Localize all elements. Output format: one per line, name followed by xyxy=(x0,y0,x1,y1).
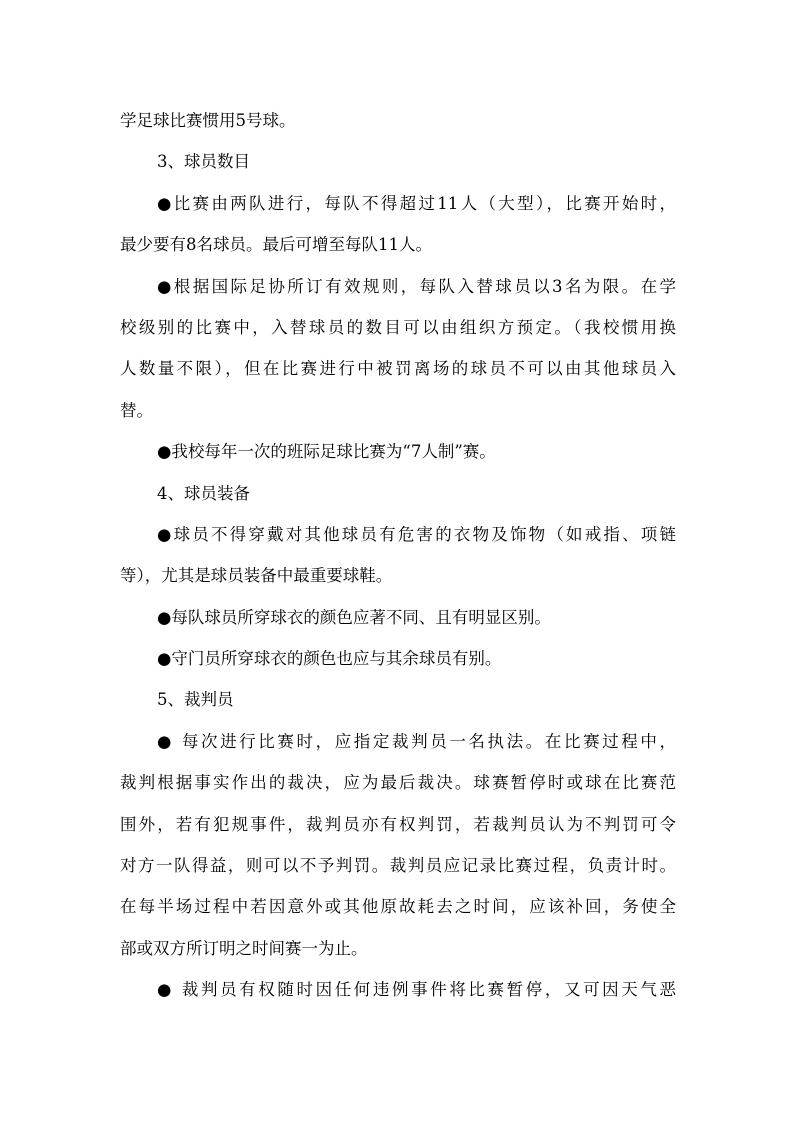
text-line: ● 每次进行比赛时，应指定裁判员一名执法。在比赛过程中， xyxy=(157,731,676,751)
text-line: ●根据国际足协所订有效规则，每队入替球员以3名为限。在学 xyxy=(157,276,676,296)
text-line: 最少要有8名球员。最后可增至每队11人。 xyxy=(120,235,432,255)
text-line: ●守门员所穿球衣的颜色也应与其余球员有别。 xyxy=(157,649,502,669)
text-line: 对方一队得益，则可以不予判罚。裁判员应记录比赛过程，负责计时。 xyxy=(120,856,676,876)
text-line: ●球员不得穿戴对其他球员有危害的衣物及饰物（如戒指、项链 xyxy=(157,524,676,544)
section-heading-player-count: 3、球员数目 xyxy=(157,152,250,172)
text-line: ●我校每年一次的班际足球比赛为“7人制”赛。 xyxy=(157,442,496,462)
text-line: 等），尤其是球员装备中最重要球鞋。 xyxy=(120,566,393,586)
document-body xyxy=(120,100,676,1011)
text-line: ●每队球员所穿球衣的颜色应著不同、且有明显区别。 xyxy=(157,607,551,627)
text-line: ●比赛由两队进行，每队不得超过11人（大型），比赛开始时， xyxy=(157,193,676,213)
text-line: ● 裁判员有权随时因任何违例事件将比赛暂停，又可因天气恶 xyxy=(157,980,676,1000)
text-line: 人数量不限），但在比赛进行中被罚离场的球员不可以由其他球员入 xyxy=(120,359,676,379)
section-heading-player-equipment: 4、球员装备 xyxy=(157,483,250,503)
text-line: 替。 xyxy=(120,400,153,420)
text-line: 裁判根据事实作出的裁决，应为最后裁决。球赛暂停时或球在比赛范 xyxy=(120,773,676,793)
section-heading-referee: 5、裁判员 xyxy=(157,690,234,710)
text-line: 围外，若有犯规事件，裁判员亦有权判罚，若裁判员认为不判罚可令 xyxy=(120,814,676,834)
text-line: 校级别的比赛中，入替球员的数目可以由组织方预定。（我校惯用换 xyxy=(120,317,676,337)
text-line: 部或双方所订明之时间赛一为止。 xyxy=(120,938,368,958)
text-line: 在每半场过程中若因意外或其他原故耗去之时间，应该补回，务使全 xyxy=(120,897,676,917)
text-line: 学足球比赛惯用5号球。 xyxy=(120,111,296,130)
